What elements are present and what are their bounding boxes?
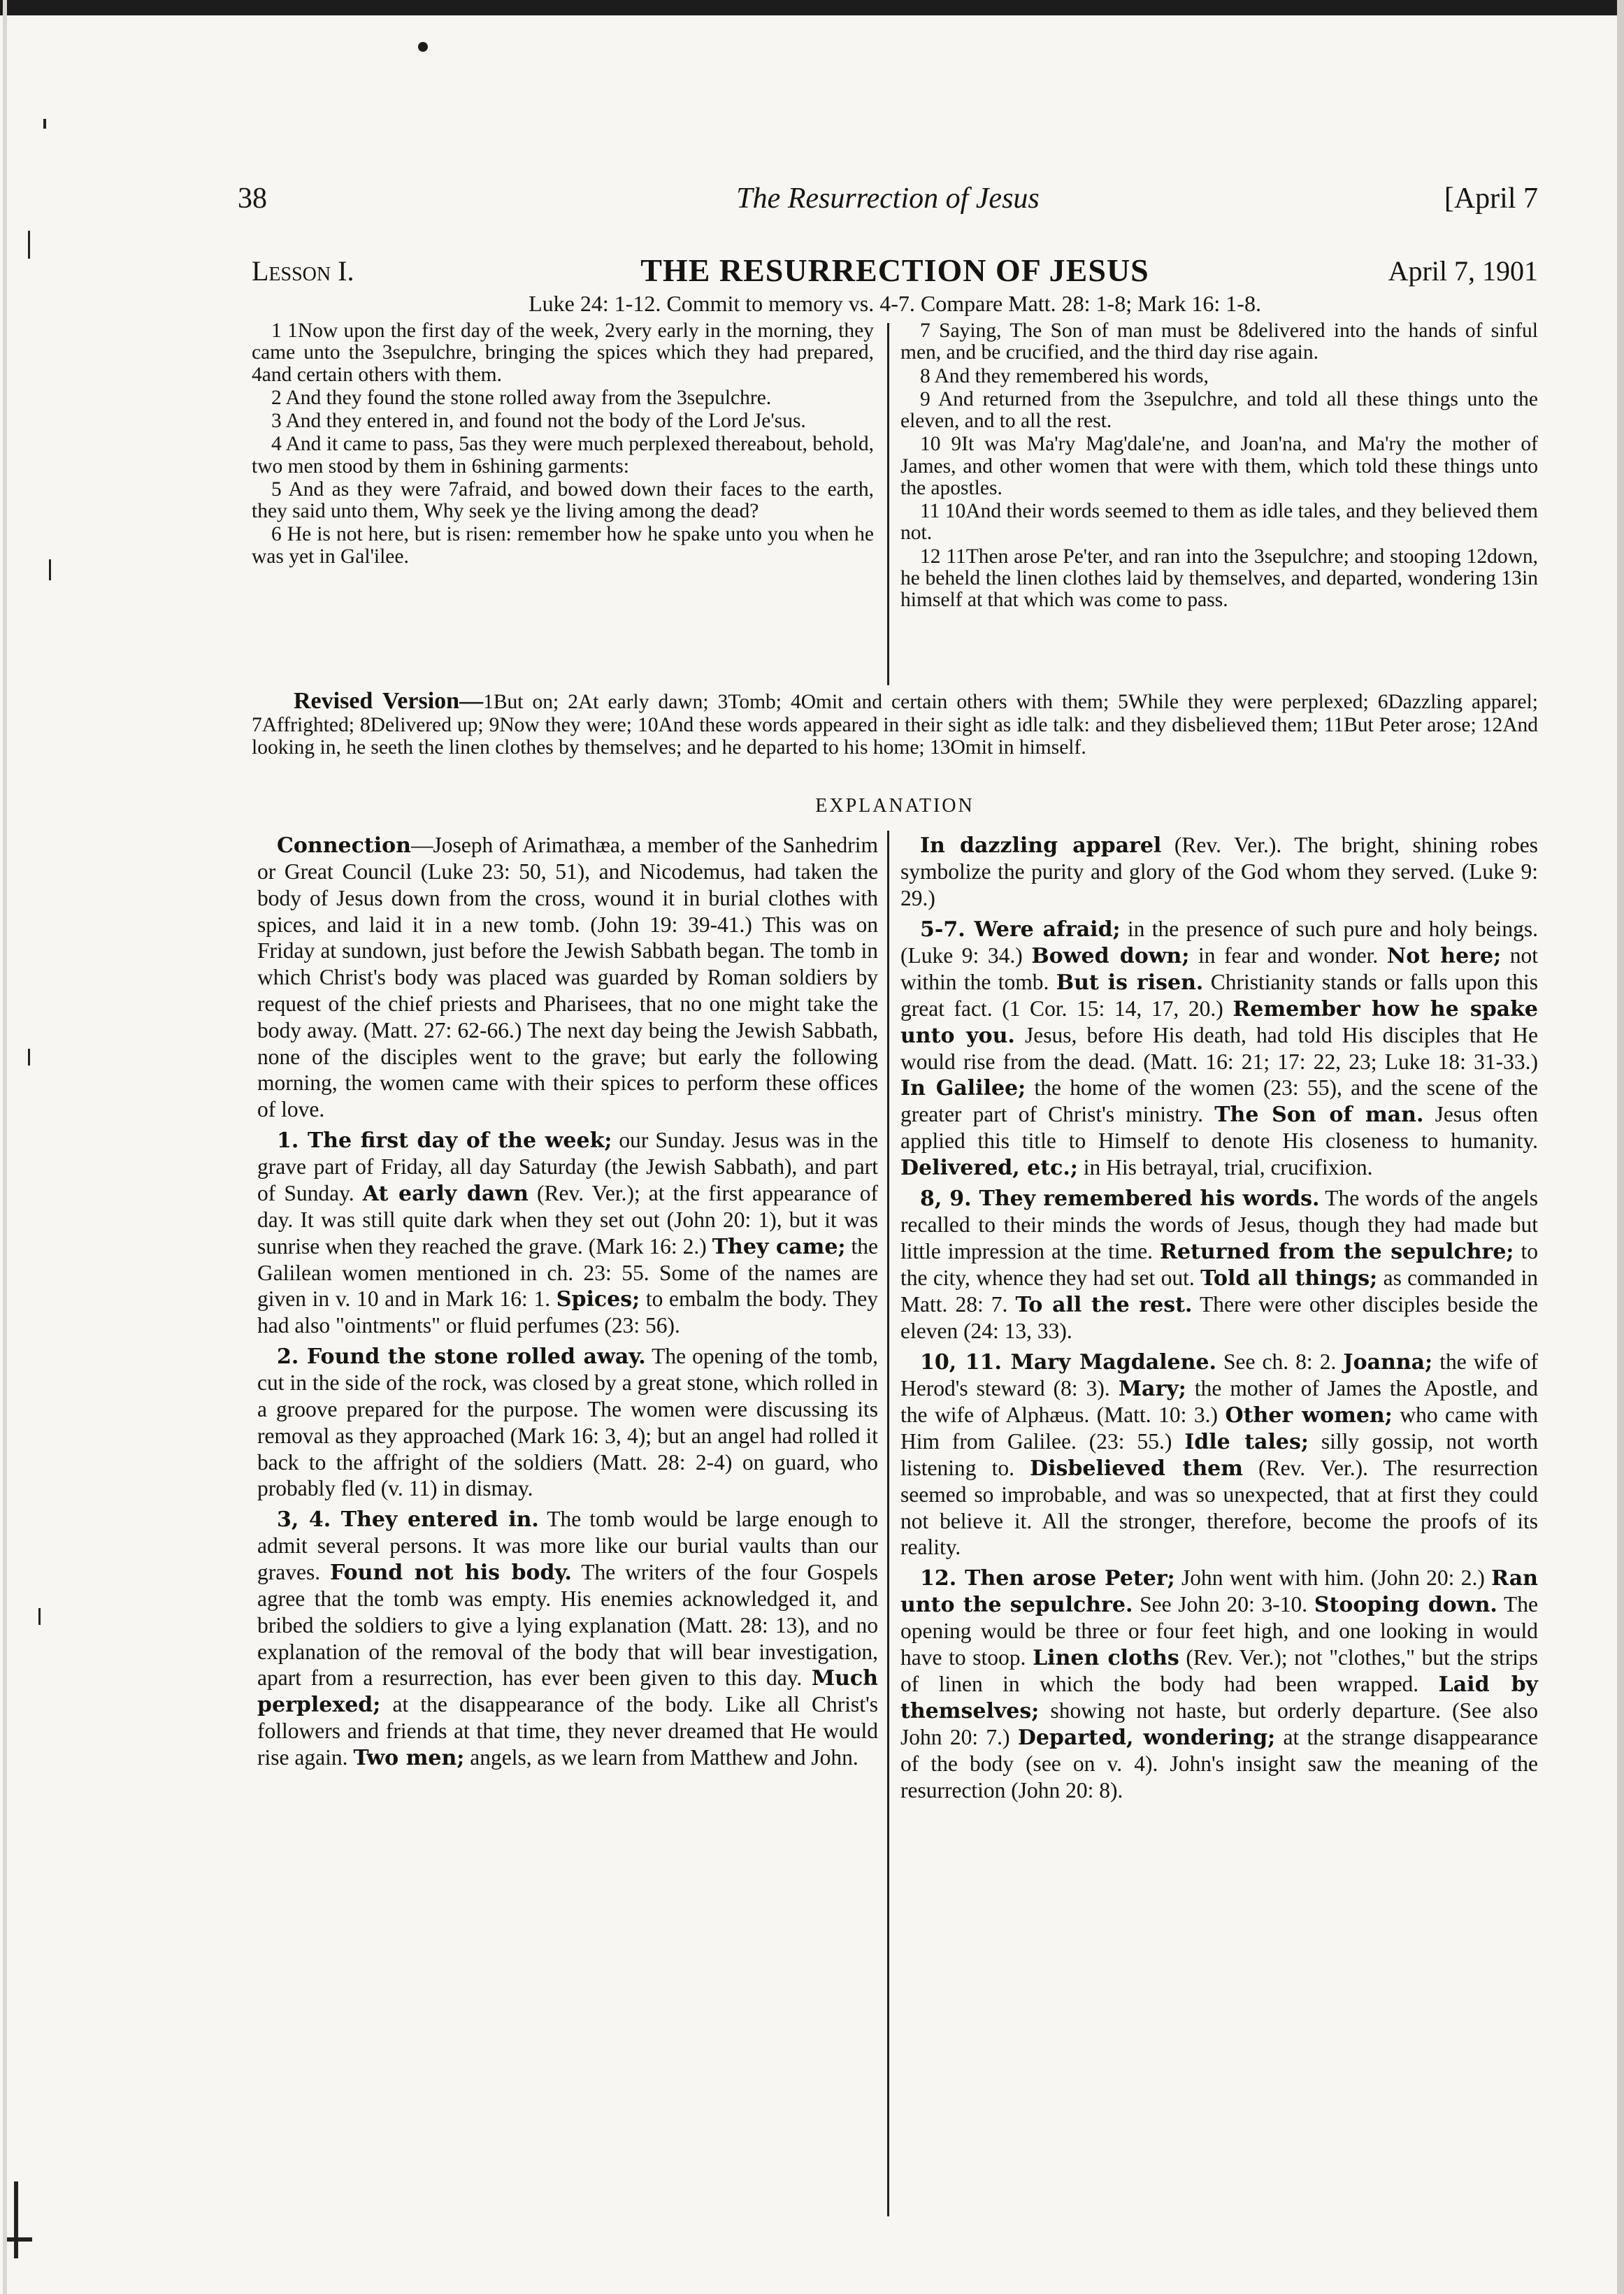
explanation-paragraph [900, 1349, 1538, 1561]
explanation-keyword: Departed, wondering; [1017, 1725, 1276, 1750]
explanation-keyword: To all the rest. [1015, 1292, 1193, 1317]
explanation-keyword: Returned from the sepulchre; [1160, 1239, 1514, 1264]
explanation-keyword: Spices; [556, 1287, 640, 1312]
scripture-verse: 7 Saying, The Son of man must be 8delivered into the hands of sinful men, and be crucified, and the third day rise again. [900, 320, 1538, 364]
explanation-keyword: Other women; [1225, 1403, 1393, 1428]
scripture-verse: 6 He is not here, but is risen: remember how he spake unto you when he was yet in Gal'ilee. [252, 523, 874, 568]
explanation-text: as commanded in Matt. 28: 7. [900, 1265, 1538, 1317]
explanation-text: in His betrayal, trial, crucifixion. [1077, 1155, 1373, 1180]
explanation-keyword: Joanna; [1343, 1349, 1433, 1375]
explanation-text: the mother of James the Apostle, and the wife of Alphæus. (Matt. 10: 3.) [900, 1375, 1538, 1427]
margin-speck [14, 2181, 18, 2258]
running-title: The Resurrection of Jesus [736, 182, 1040, 215]
margin-speck [49, 559, 51, 580]
explanation-paragraph [257, 1343, 878, 1502]
explanation-keyword: Much perplexed; [257, 1666, 878, 1718]
explanation-keyword: In dazzling apparel [920, 833, 1162, 858]
explanation-keyword: 5-7. Were afraid; [920, 917, 1121, 942]
page-number: 38 [238, 182, 267, 215]
explanation-keyword: 1. The first day of the week; [277, 1128, 612, 1153]
running-date: [April 7 [1444, 182, 1538, 215]
scripture-verse: 8 And they remembered his words, [920, 364, 1209, 387]
revised-version-label: Revised Version— [294, 688, 484, 714]
explanation-text: the wife of Herod's steward (8: 3). [900, 1349, 1538, 1400]
explanation-paragraph [900, 1185, 1538, 1345]
explanation-keyword: 3, 4. They entered in. [277, 1507, 539, 1533]
explanation-column-left [257, 832, 878, 1775]
explanation-text: The words of the angels recalled to their minds the words of Jesus, though they had made but little impression at the time. [900, 1186, 1538, 1263]
margin-speck [7, 2237, 32, 2242]
explanation-text: the home of the women (23: 55), and the scene of the greater part of Christ's ministry. [900, 1075, 1538, 1127]
explanation-keyword: In Galilee; [900, 1076, 1026, 1101]
explanation-paragraph [257, 1506, 878, 1771]
column-rule [887, 323, 889, 685]
explanation-text: There were other disciples beside the eleven (24: 13, 33). [900, 1291, 1538, 1343]
explanation-keyword: Bowed down; [1031, 943, 1190, 968]
left-scan-edge [3, 0, 7, 2294]
right-scan-edge [1617, 0, 1624, 2294]
ink-dot [418, 42, 428, 52]
scripture-verse: 4 And it came to pass, 5as they were much perplexed thereabout, behold, two men stood by them in 6shining garments: [252, 433, 874, 478]
scripture-verse: 9 And returned from the 3sepulchre, and told all these things unto the eleven, and to all the rest. [900, 387, 1538, 433]
explanation-text: Jesus, before His death, had told His disciples that He would rise from the dead. (Matt. 16: 21; 17: 22, 23; Luke 18: 31-33.) [900, 1022, 1538, 1074]
scripture-verse: 11 10And their words seemed to them as idle tales, and they believed them not. [900, 500, 1538, 545]
explanation-text: showing not haste, but orderly departure. (See also John 20: 7.) [900, 1698, 1538, 1749]
explanation-keyword: The Son of man. [1214, 1103, 1424, 1128]
explanation-text: to embalm the body. They had also "ointments" or fluid perfumes (23: 56). [257, 1286, 879, 1338]
explanation-text: silly gossip, not worth listening to. [900, 1428, 1538, 1480]
scripture-column-left [252, 320, 874, 569]
scripture-verse: 3 And they entered in, and found not the body of the Lord Je'sus. [271, 410, 806, 433]
explanation-keyword: Two men; [353, 1746, 465, 1771]
explanation-keyword: Ran unto the sepulchre. [900, 1566, 1538, 1618]
explanation-text: who came with Him from Galilee. (23: 55.) [900, 1402, 1538, 1454]
explanation-text: See John 20: 3-10. [1133, 1592, 1314, 1617]
explanation-text: (Rev. Ver.); at the first appearance of day. It was still quite dark when they set out (John 20: 1), but it was sunrise when they reached the grave. (Mark 16: 2.) [257, 1180, 878, 1259]
explanation-keyword: Connection [277, 833, 411, 858]
explanation-text: The opening of the tomb, cut in the side of the rock, was closed by a great stone, which rolled in a groove prepared for the purpose. The women were discussing its removal as they approached (Mark 16: 3, 4); but an angel had rolled it back to the affright of the soldiers (Matt. 28: 2-4) on guard, who probably fled (v. 11) in dismay. [257, 1344, 878, 1501]
scripture-verse: 12 11Then arose Pe'ter, and ran into the 3sepulchre; and stooping 12down, he beheld the linen clothes laid by themselves, and departed, wondering 13in himself at that which was come to pass. [900, 545, 1538, 612]
explanation-keyword: Idle tales; [1184, 1429, 1309, 1454]
explanation-paragraph [900, 1565, 1538, 1803]
explanation-text: the Galilean women mentioned in ch. 23: 55. Some of the names are given in v. 10 and in Mark 16: 1. [257, 1233, 878, 1312]
explanation-text: The opening would be three or four feet high, and one looking in would have to stoop. [900, 1592, 1539, 1670]
explanation-text: —Joseph of Arimathæa, a member of the Sanhedrim or Great Council (Luke 23: 50, 51), and Nicodemus, had taken the body of Jesus down from the cross, wound it in burial clothes with spices, and laid it in a new tomb. (John 19: 39-41.) This was on Friday at sundown, just before the Jewish Sabbath began. The tomb in which Christ's body was placed was guarded by Roman soldiers by request of the chief priests and Pharisees, that no one might take the body away. (Matt. 27: 62-66.) The next day being the Jewish Sabbath, none of the disciples went to the grave; but early the following morning, the women came with their spices to perform these offices of love. [257, 833, 878, 1122]
lesson-title: THE RESURRECTION OF JESUS [640, 252, 1149, 288]
explanation-text: The tomb would be large enough to admit several persons. It was more like our burial vaults than our graves. [257, 1507, 878, 1584]
explanation-text: Christianity stands or falls upon this great fact. (1 Cor. 15: 14, 17, 20.) [900, 969, 1539, 1021]
explanation-text: not within the tomb. [900, 942, 1538, 994]
scripture-verse: 10 9It was Ma'ry Mag'dale'ne, and Joan'na, and Ma'ry the mother of James, and other women that were with them, which told these things unto the apostles. [900, 433, 1538, 499]
explanation-keyword: 2. Found the stone rolled away. [277, 1345, 646, 1370]
explanation-keyword: Found not his body. [330, 1560, 572, 1585]
explanation-text: our Sunday. Jesus was in the grave part of Friday, all day Saturday (the Jewish Sabbath), and part of Sunday. [257, 1127, 878, 1205]
explanation-keyword: 8, 9. They remembered his words. [920, 1187, 1320, 1212]
explanation-paragraph [900, 916, 1538, 1182]
explanation-text: in fear and wonder. [1189, 942, 1387, 968]
explanation-text: (Rev. Ver.); not "clothes," but the strips of linen in which the body had been wrapped. [900, 1644, 1538, 1696]
explanation-text: at the strange disappearance of the body (see on v. 4). John's insight saw the meaning of the resurrection (John 20: 8). [900, 1724, 1538, 1802]
explanation-keyword: Laid by themselves; [900, 1672, 1538, 1723]
explanation-paragraph [257, 832, 878, 1123]
lesson-date: April 7, 1901 [1388, 255, 1538, 287]
explanation-text: (Rev. Ver.). The resurrection seemed so improbable, and was so unexpected, that at first they could not believe it. All the stronger, therefore, become the proofs of its reality. [900, 1455, 1538, 1560]
explanation-text: angels, as we learn from Matthew and John. [464, 1745, 858, 1770]
running-head [238, 182, 1538, 221]
explanation-text: The writers of the four Gospels agree that the tomb was empty. His enemies acknowledged it, and bribed the soldiers to give a lying explanation (Matt. 28: 13), and no explanation of the removal of the body that will bear investigation, apart from a resurrection, has ever been given to this day. [257, 1559, 878, 1691]
scripture-verse: 2 And they found the stone rolled away from the 3sepulchre. [271, 386, 772, 409]
explanation-text: to the city, whence they had set out. [900, 1238, 1538, 1290]
lesson-header [252, 252, 1538, 294]
explanation-heading: EXPLANATION [815, 795, 975, 817]
revised-version [252, 689, 1538, 759]
margin-speck [43, 119, 46, 129]
explanation-keyword: Disbelieved them [1030, 1456, 1244, 1481]
explanation-keyword: Remember how he spake unto you. [900, 996, 1538, 1048]
explanation-text: John went with him. (John 20: 2.) [1174, 1565, 1492, 1591]
explanation-keyword: Stooping down. [1314, 1593, 1497, 1618]
explanation-text: See ch. 8: 2. [1216, 1349, 1344, 1374]
column-rule [887, 831, 889, 2216]
explanation-keyword: Linen cloths [1033, 1645, 1179, 1670]
explanation-paragraph [900, 832, 1538, 912]
margin-speck [28, 231, 30, 259]
scripture-verse: 1 1Now upon the first day of the week, 2very early in the morning, they came unto the 3sepulchre, bringing the spices which they had prepared, 4and certain others with them. [252, 320, 874, 386]
explanation-keyword: Delivered, etc.; [900, 1156, 1078, 1181]
explanation-column-right [900, 832, 1538, 1808]
explanation-keyword: Mary; [1118, 1376, 1186, 1401]
lesson-label: Lesson I. [252, 255, 354, 287]
explanation-keyword: They came; [712, 1234, 846, 1259]
margin-speck [38, 1608, 41, 1625]
explanation-paragraph [257, 1127, 878, 1339]
revised-version-text: 1But on; 2At early dawn; 3Tomb; 4Omit and certain others with them; 5While they were perplexed; 6Dazzling apparel; 7Affrighted; 8Delivered up; 9Now they were; 10And these words appeared in their sight as idle talk: and they disbelieved them; 11But Peter arose; 12And looking in, he seeth the linen clothes by themselves; and he departed to his home; 13Omit in himself. [252, 691, 1538, 759]
scripture-verse: 5 And as they were 7afraid, and bowed down their faces to the earth, they said unto them, Why seek ye the living among the dead? [252, 478, 874, 523]
explanation-keyword: Not here; [1386, 943, 1502, 968]
explanation-keyword: Told all things; [1200, 1266, 1378, 1291]
explanation-text: at the disappearance of the body. Like all Christ's followers and friends at that time, they never dreamed that He would rise again. [257, 1692, 878, 1770]
explanation-keyword: But is risen. [1056, 970, 1204, 995]
explanation-keyword: At early dawn [362, 1181, 529, 1206]
explanation-text: in the presence of such pure and holy beings. (Luke 9: 34.) [900, 916, 1538, 968]
page-top-edge [0, 0, 1624, 15]
margin-speck [28, 1049, 30, 1066]
explanation-keyword: 10, 11. Mary Magdalene. [920, 1349, 1216, 1375]
scripture-column-right [900, 320, 1538, 612]
scripture-reference: Luke 24: 1-12. Commit to memory vs. 4-7. Compare Matt. 28: 1-8; Mark 16: 1-8. [529, 291, 1261, 316]
explanation-text: Jesus often applied this title to Himself to denote His closeness to humanity. [900, 1102, 1538, 1154]
explanation-text: (Rev. Ver.). The bright, shining robes symbolize the purity and glory of the God whom they served. (Luke 9: 29.) [900, 833, 1539, 910]
explanation-keyword: 12. Then arose Peter; [920, 1566, 1175, 1591]
